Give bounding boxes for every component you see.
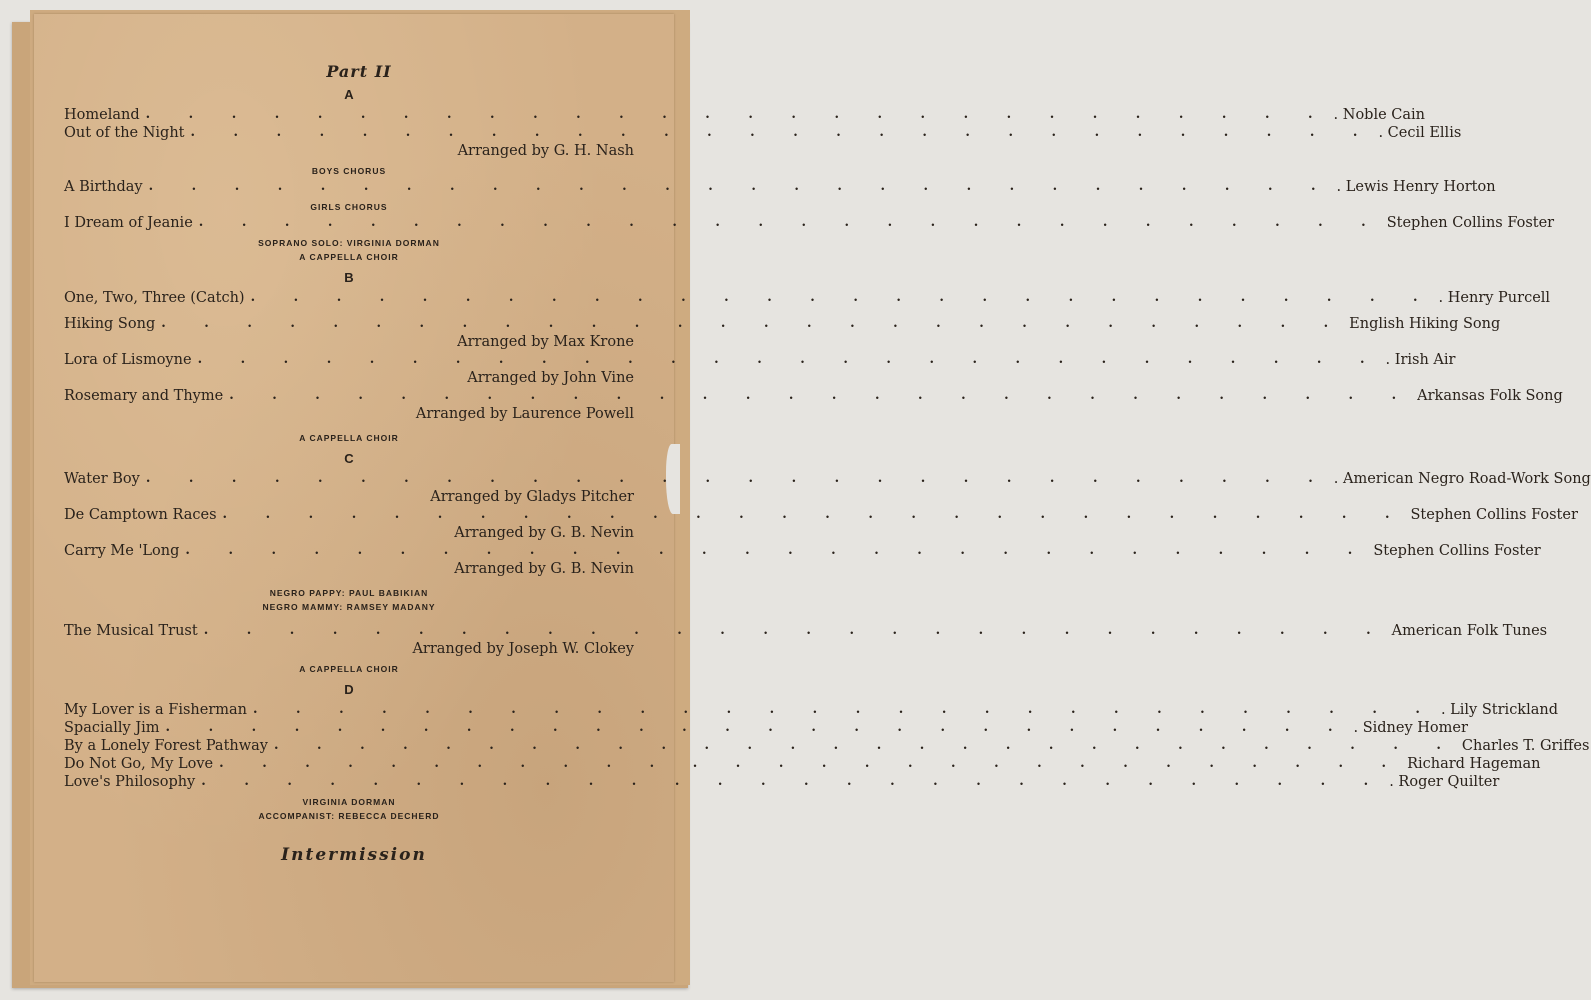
dot-leader: . . . . . . . . . . . . . . . . . . . . . . . . . . . . — [229, 388, 1414, 403]
dot-leader: . . . . . . . . . . . . . . . . . . . . . . . . . . . . — [222, 507, 1407, 522]
song-title: Hiking Song — [64, 316, 156, 332]
song-title: By a Lonely Forest Pathway — [64, 738, 268, 754]
song-title: Rosemary and Thyme — [64, 388, 224, 404]
program-item — [64, 737, 1590, 755]
song-title: A Birthday — [64, 179, 143, 195]
dot-leader: . . . . . . . . . . . . . . . . . . . . . . . . . . . . — [201, 774, 1386, 789]
program-item — [64, 315, 1501, 351]
arranger: Arranged by G. H. Nash — [457, 143, 634, 159]
program-item — [64, 542, 1541, 578]
performer-caption: A CAPPELLA CHOIR — [299, 664, 399, 674]
song-title: Love's Philosophy — [64, 774, 196, 790]
arranger: Arranged by Joseph W. Clokey — [412, 641, 634, 657]
performer-caption: GIRLS CHORUS — [310, 202, 388, 212]
composer: Stephen Collins Foster — [1410, 507, 1578, 523]
song-title: De Camptown Races — [64, 507, 217, 523]
section-letter-d: D — [344, 682, 354, 697]
song-title: Out of the Night — [64, 125, 185, 141]
song-title: The Musical Trust — [64, 623, 198, 639]
composer: . Sidney Homer — [1353, 720, 1468, 736]
program-item — [64, 106, 1426, 124]
composer: . Cecil Ellis — [1378, 125, 1462, 141]
composer: Richard Hageman — [1407, 756, 1541, 772]
arranger: Arranged by Max Krone — [457, 334, 634, 350]
composer: . Roger Quilter — [1389, 774, 1500, 790]
composer: Stephen Collins Foster — [1386, 215, 1555, 231]
program-item — [64, 506, 1578, 542]
part-title: Part II — [326, 62, 392, 81]
dot-leader: . . . . . . . . . . . . . . . . . . . . . . . . . . . . — [197, 352, 1382, 367]
composer: Charles T. Griffes — [1461, 738, 1590, 754]
song-title: I Dream of Jeanie — [64, 215, 193, 231]
song-title: Do Not Go, My Love — [64, 756, 214, 772]
composer: . Henry Purcell — [1438, 290, 1551, 306]
program-item — [64, 470, 1591, 506]
composer: . Lewis Henry Horton — [1336, 179, 1496, 195]
performer-caption: A CAPPELLA CHOIR — [299, 252, 399, 262]
composer: . Irish Air — [1385, 352, 1456, 368]
arranger: Arranged by Gladys Pitcher — [430, 489, 634, 505]
composer: Arkansas Folk Song — [1417, 388, 1563, 404]
song-title: One, Two, Three (Catch) — [64, 290, 245, 306]
composer: Stephen Collins Foster — [1373, 543, 1541, 559]
dot-leader: . . . . . . . . . . . . . . . . . . . . . . . . . . . . — [219, 756, 1404, 771]
dot-leader: . . . . . . . . . . . . . . . . . . . . . . . . . . . . — [198, 215, 1383, 230]
performer-caption: VIRGINIA DORMAN — [302, 797, 396, 807]
dot-leader: . . . . . . . . . . . . . . . . . . . . . . . . . . . . — [161, 316, 1346, 331]
composer: . Noble Cain — [1333, 107, 1426, 123]
dot-leader: . . . . . . . . . . . . . . . . . . . . . . . . . . . . — [253, 702, 1437, 717]
composer: American Folk Tunes — [1391, 623, 1548, 639]
performer-caption: NEGRO MAMMY: RAMSEY MADANY — [262, 602, 436, 612]
performer-caption: BOYS CHORUS — [311, 166, 387, 176]
arranger: Arranged by G. B. Nevin — [454, 525, 634, 541]
section-letter-c: C — [344, 451, 354, 466]
program-content — [64, 62, 1591, 865]
performer-caption: ACCOMPANIST: REBECCA DECHERD — [258, 811, 440, 821]
program-item — [64, 124, 1462, 160]
program-item — [64, 622, 1548, 658]
program-item — [64, 387, 1563, 423]
dot-leader: . . . . . . . . . . . . . . . . . . . . . . . . . . . . — [145, 107, 1330, 122]
dot-leader: . . . . . . . . . . . . . . . . . . . . . . . . . . . . — [148, 179, 1333, 194]
arranger: Arranged by Laurence Powell — [415, 406, 634, 422]
performer-caption: A CAPPELLA CHOIR — [299, 433, 399, 443]
program-item — [64, 773, 1500, 791]
section-letter-a: A — [344, 87, 354, 102]
program-item — [64, 351, 1456, 387]
dot-leader: . . . . . . . . . . . . . . . . . . . . . . . . . . . . — [273, 738, 1458, 753]
program-item — [64, 178, 1496, 196]
program-item — [64, 701, 1558, 719]
performer-caption: NEGRO PAPPY: PAUL BABIKIAN — [269, 588, 429, 598]
program-item — [64, 719, 1468, 737]
section-letter-b: B — [344, 270, 354, 285]
program-item — [64, 214, 1555, 232]
dot-leader: . . . . . . . . . . . . . . . . . . . . . . . . . . . . — [190, 125, 1375, 140]
composer: English Hiking Song — [1349, 316, 1501, 332]
song-title: Spacially Jim — [64, 720, 160, 736]
song-title: My Lover is a Fisherman — [64, 702, 247, 718]
dot-leader: . . . . . . . . . . . . . . . . . . . . . . . . . . . . — [250, 290, 1435, 305]
performer-caption: SOPRANO SOLO: VIRGINIA DORMAN — [258, 238, 440, 248]
program-item — [64, 755, 1541, 773]
program-item — [64, 289, 1551, 307]
song-title: Lora of Lismoyne — [64, 352, 192, 368]
composer: . American Negro Road-Work Song — [1333, 471, 1591, 487]
dot-leader: . . . . . . . . . . . . . . . . . . . . . . . . . . . . — [185, 543, 1370, 558]
arranger: Arranged by John Vine — [467, 370, 634, 386]
song-title: Carry Me 'Long — [64, 543, 180, 559]
dot-leader: . . . . . . . . . . . . . . . . . . . . . . . . . . . . — [203, 623, 1388, 638]
song-title: Homeland — [64, 107, 140, 123]
composer: . Lily Strickland — [1440, 702, 1558, 718]
dot-leader: . . . . . . . . . . . . . . . . . . . . . . . . . . . . — [145, 471, 1330, 486]
arranger: Arranged by G. B. Nevin — [454, 561, 634, 577]
intermission-heading: Intermission — [281, 845, 427, 865]
song-title: Water Boy — [64, 471, 140, 487]
dot-leader: . . . . . . . . . . . . . . . . . . . . . . . . . . . . — [165, 720, 1350, 735]
